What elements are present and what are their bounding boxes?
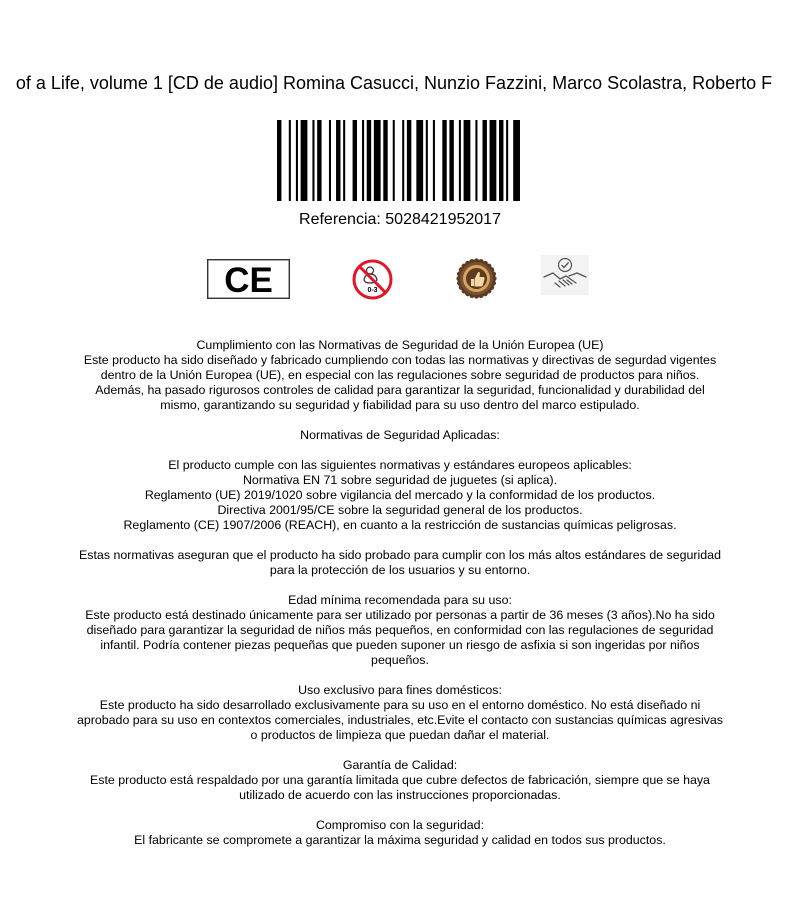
safety-commitment-section [75,818,725,848]
quality-seal-icon [456,258,497,299]
barcode-bar [402,120,404,201]
barcode-bar [433,120,435,201]
barcode-bar [301,120,308,201]
standard-item: Reglamento (CE) 1907/2006 (REACH), en cuanto a la restricción de sustancias químicas peligrosas. [123,518,677,532]
barcode-bar [367,120,371,201]
ce-mark-icon [207,259,290,299]
section-paragraph: El producto cumple con las siguientes normativas y estándares europeos aplicables: [168,458,632,472]
handshake-check-icon [541,255,589,295]
barcode-bar [329,120,331,201]
standard-item: Normativa EN 71 sobre seguridad de juguetes (si aplica). [242,473,558,487]
barcode-bar [513,120,520,201]
section-paragraph: Este producto está destinado únicamente para ser utilizado por personas a partir de 36 meses (3 años).No ha sido diseñado para garantizar la seguridad de niños más pequeños, en conformidad con las regulaciones de seguridad infantil. Podría contener piezas pequeñas que pueden suponer un riesgo de asfixia si son ingeridas por niños pequeños. [85,608,715,667]
barcode-bar [475,120,477,201]
ce-mark-text: CE [224,261,273,299]
barcode-bar [383,120,387,201]
section-heading: Cumplimiento con las Normativas de Seguridad de la Unión Europea (UE) [196,338,604,352]
barcode-bar [416,120,423,201]
barcode-bar [464,120,471,201]
standard-item: Directiva 2001/95/CE sobre la seguridad general de los productos. [217,503,583,517]
applied-standards-closing [75,548,725,578]
barcode-bar [442,120,446,201]
section-heading: Normativas de Seguridad Aplicadas: [300,428,500,442]
barcode-bar [407,120,411,201]
barcode-bar [393,120,395,201]
barcode-bar [277,120,281,201]
minimum-age-section [75,593,725,668]
barcode-bar [374,120,381,201]
barcode-bar [296,120,298,201]
section-heading: Garantía de Calidad: [342,758,458,772]
barcode-bar [336,120,340,201]
barcode-bar [490,120,497,201]
section-paragraph: Este producto ha sido desarrollado exclusivamente para su uso en el entorno doméstico. No está diseñado ni aprobado para su uso en contextos comerciales, industriales, etc.Evite el contacto con sustancias químicas agresivas o productos de limpieza que puedan dañar el material. [76,698,724,742]
section-heading: Uso exclusivo para fines domésticos: [298,683,502,697]
section-paragraph: Este producto ha sido diseñado y fabricado cumpliendo con todas las normativas y directivas de segurdad vigentes dentro de la Unión Europea (UE), en especial con las regulaciones sobre seguridad de productos para niños. Además, ha pasado rigurosos controles de calidad para garantizar la seguridad, funcionalidad y durabilidad del mismo, garantizando su seguridad y fiabilidad para su uso dentro del marco estipulado. [83,353,717,412]
eu-compliance-section [75,338,725,413]
barcode-bar [482,120,486,201]
age-warning-text: 0-3 [367,287,378,294]
barcode-bar [459,120,461,201]
barcode-bar [449,120,453,201]
section-paragraph: El fabricante se compromete a garantizar la máxima seguridad y calidad en todos sus productos. [134,833,666,847]
compliance-text [75,338,725,863]
not-for-under-3-icon [352,259,393,300]
barcode-bar [353,120,357,201]
section-heading: Edad mínima recomendada para su uso: [288,593,512,607]
barcode-bar [499,120,503,201]
applied-standards-heading-block [75,428,725,443]
product-title: of a Life, volume 1 [CD de audio] Romina Casucci, Nunzio Fazzini, Marco Scolastra, Roberto F [15,73,773,93]
domestic-use-section [75,683,725,743]
section-paragraph: Estas normativas aseguran que el producto ha sido probado para cumplir con los más altos estándares de seguridad para la protección de los usuarios y su entorno. [79,548,721,577]
barcode-bar [289,120,291,201]
barcode-bar [506,120,508,201]
barcode-bar [362,120,364,201]
barcode-bar [312,120,314,201]
barcode-bar [343,120,345,201]
section-paragraph: Este producto está respaldado por una garantía limitada que cubre defectos de fabricación, siempre que se haya utilizado de acuerdo con las instrucciones proporcionadas. [90,773,710,802]
applied-standards-list [75,458,725,533]
quality-guarantee-section [75,758,725,803]
barcode-bar [317,120,321,201]
barcode-reference: Referencia: 5028421952017 [299,211,501,228]
section-heading: Compromiso con la seguridad: [315,818,485,832]
barcode [277,120,525,201]
standard-item: Reglamento (UE) 2019/1020 sobre vigilancia del mercado y la conformidad de los productos. [144,488,656,502]
barcode-bar [426,120,428,201]
